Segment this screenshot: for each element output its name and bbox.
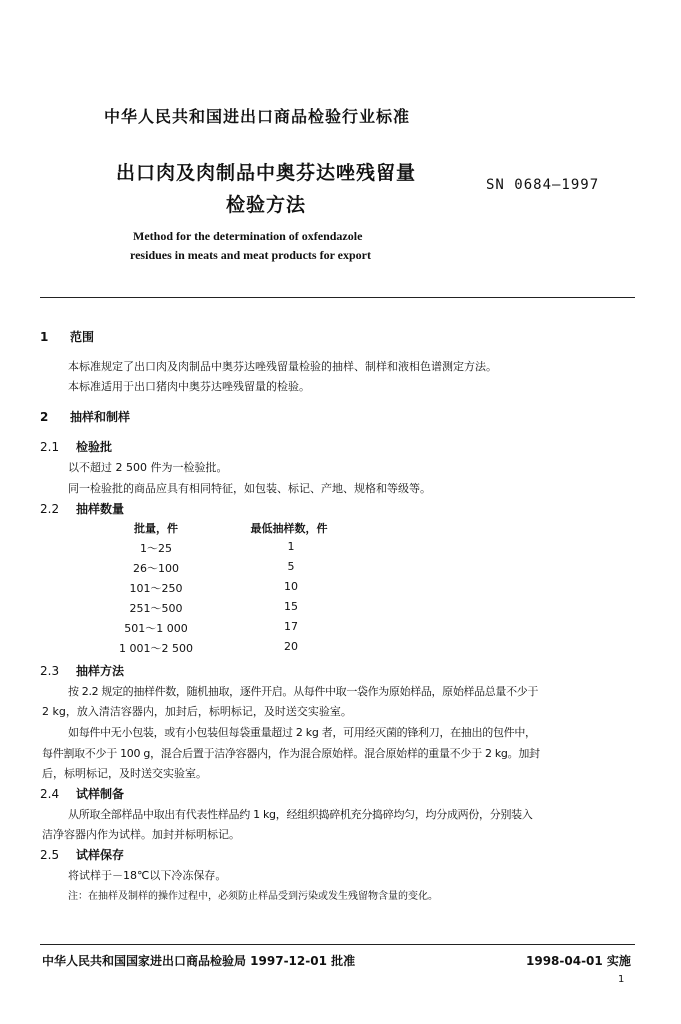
section-2-5-title: 试样保存 (76, 848, 125, 862)
table-header-row (106, 520, 326, 538)
footer-effective-date: 1998-04-01 实施 (526, 954, 631, 968)
section-1-paragraph-2: 本标准适用于出口猪肉中奥芬达唑残留量的检验。 (68, 380, 310, 393)
section-1-title: 范围 (70, 330, 95, 344)
section-2-1-heading: 2.1 检验批 (40, 440, 113, 454)
section-2-title: 抽样和制样 (70, 410, 131, 424)
english-title-line2: residues in meats and meat products for export (130, 248, 371, 262)
section-2-3-paragraph-2-line-2: 每件割取不少于 100 g，混合后置于洁净容器内，作为混合原始样。混合原始样的重量不少于 2 kg。加封 (42, 747, 540, 760)
section-2-4-title: 试样制备 (76, 787, 125, 801)
table-row: 501～1 000 17 (124, 620, 298, 635)
table-header-lot-size: 批量，件 (134, 522, 178, 535)
document-title-line1: 出口肉及肉制品中奥芬达唑残留量 (116, 162, 417, 184)
english-title-line1: Method for the determination of oxfendazole (133, 229, 363, 243)
footer-divider (40, 944, 635, 945)
table-header-min-samples: 最低抽样数，件 (250, 522, 328, 535)
table-row: 1 001～2 500 20 (119, 640, 298, 655)
section-2-2-title: 抽样数量 (76, 502, 125, 516)
page-number: 1 (618, 974, 625, 985)
section-2-4-heading: 2.4 试样制备 (40, 787, 125, 801)
section-2-3-heading: 2.3 抽样方法 (40, 664, 125, 678)
section-2-3-paragraph-2-line-3: 后，标明标记，及时送交实验室。 (42, 767, 207, 780)
section-2-3-title: 抽样方法 (76, 664, 125, 678)
section-2-3-paragraph-1-line-2: 2 kg，放入清洁容器内，加封后，标明标记，及时送交实验室。 (42, 705, 352, 718)
section-2-1-title: 检验批 (76, 440, 113, 454)
standard-code: SN 0684—1997 (486, 177, 600, 193)
section-2-4-paragraph-line-2: 洁净容器内作为试样。加封并标明标记。 (42, 828, 240, 841)
section-2-5-heading: 2.5 试样保存 (40, 848, 125, 862)
table-row: 26～100 5 (133, 560, 295, 575)
section-2-2-heading: 2.2 抽样数量 (40, 502, 125, 516)
section-2-5-note: 注：在抽样及制样的操作过程中，必须防止样品受到污染或发生残留物含量的变化。 (68, 891, 438, 902)
section-1-paragraph-1: 本标准规定了出口肉及肉制品中奥芬达唑残留量检验的抽样、制样和液相色谱测定方法。 (68, 360, 497, 373)
org-title: 中华人民共和国进出口商品检验行业标准 (104, 107, 411, 126)
table-row: 101～250 10 (129, 580, 298, 595)
section-1-heading: 1 范围 (40, 330, 95, 344)
section-2-1-paragraph-2: 同一检验批的商品应具有相同特征，如包装、标记、产地、规格和等级等。 (68, 482, 431, 495)
header-divider (40, 297, 635, 298)
document-title-line2: 检验方法 (226, 194, 307, 216)
table-row: 1～25 1 (140, 540, 295, 555)
section-2-1-paragraph-1: 以不超过 2 500 件为一检验批。 (68, 461, 228, 474)
section-2-4-paragraph-line-1: 从所取全部样品中取出有代表性样品约 1 kg，经组织捣碎机充分捣碎均匀，均分成两份，分别装入 (68, 808, 533, 821)
section-2-heading: 2 抽样和制样 (40, 410, 131, 424)
table-row: 251～500 15 (129, 600, 298, 615)
footer-issuer: 中华人民共和国国家进出口商品检验局 1997-12-01 批准 (42, 954, 356, 968)
section-2-3-paragraph-1-line-1: 按 2.2 规定的抽样件数，随机抽取，逐件开启。从每件中取一袋作为原始样品，原始样品总量不少于 (68, 685, 539, 698)
section-2-3-paragraph-2-line-1: 如每件中无小包装，或有小包装但每袋重量超过 2 kg 者，可用经灭菌的锋利刀，在抽出的包件中， (68, 726, 536, 739)
section-2-5-paragraph: 将试样于－18℃以下冷冻保存。 (68, 869, 227, 882)
